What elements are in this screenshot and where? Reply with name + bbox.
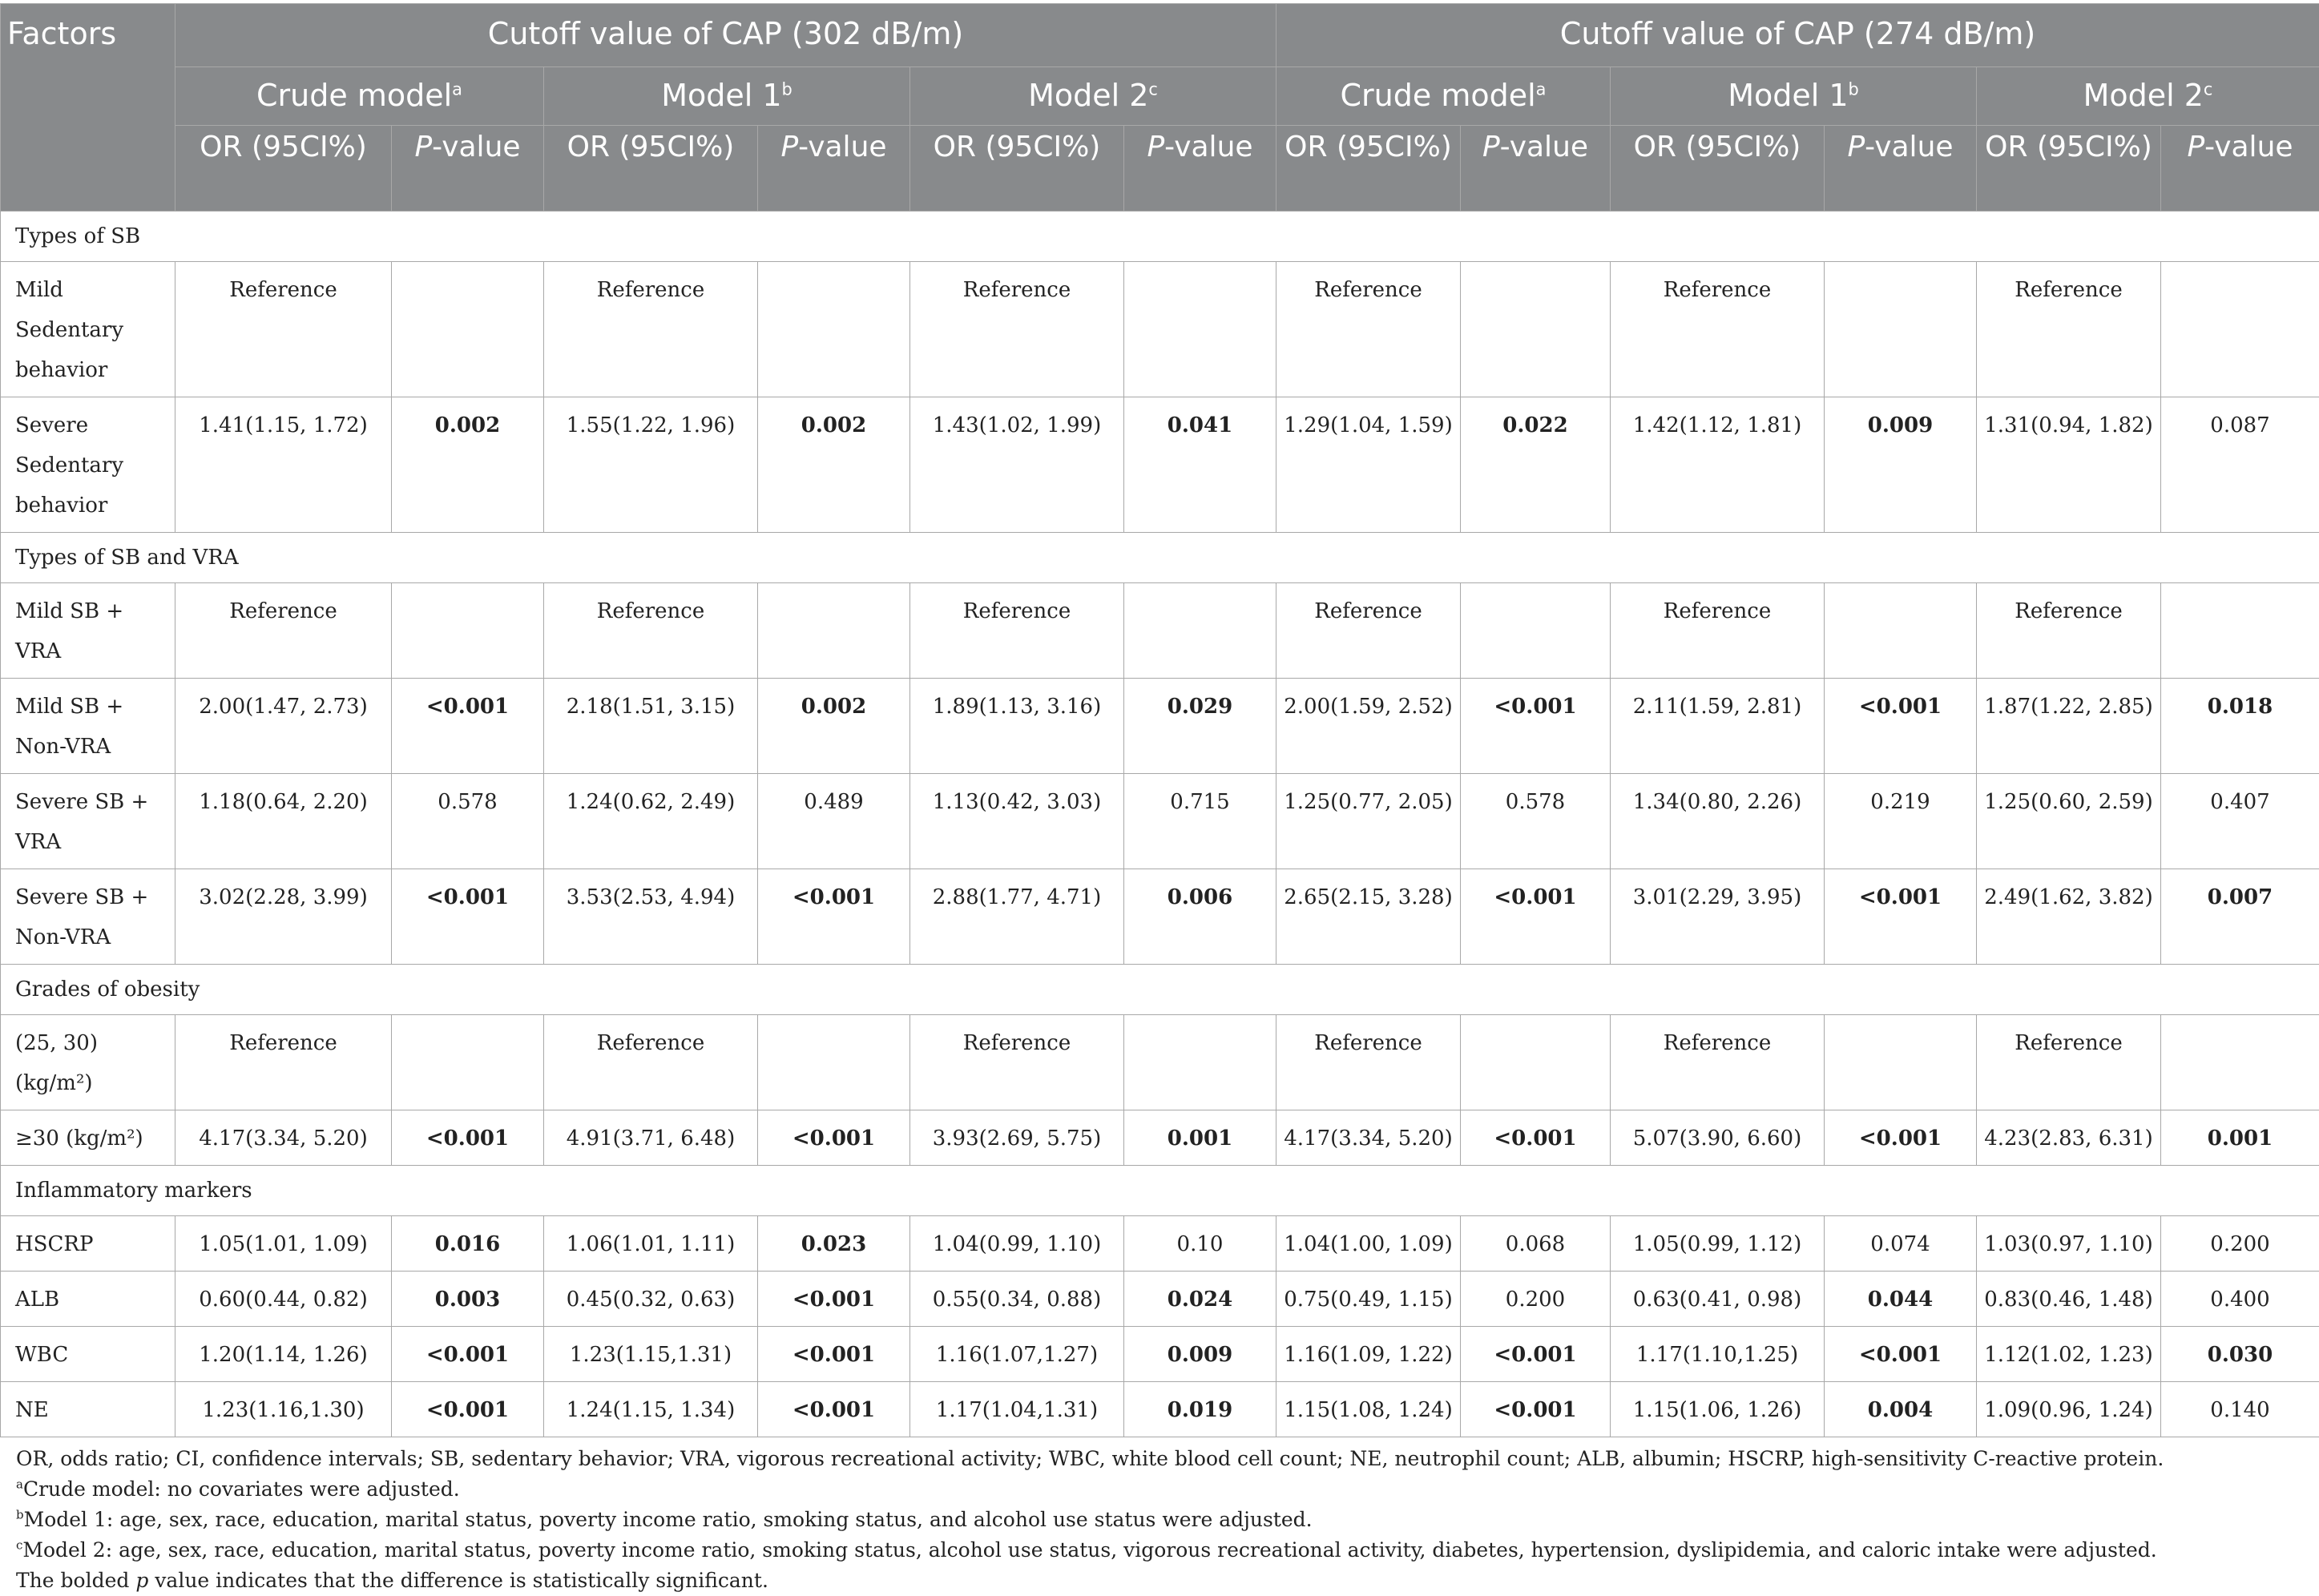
row-label: NE xyxy=(1,1382,175,1437)
p-letter: P xyxy=(1147,131,1164,163)
or-ci-cell: Reference xyxy=(544,1015,758,1110)
or-ci-cell: 3.02(2.28, 3.99) xyxy=(175,869,392,965)
p-value-cell: <0.001 xyxy=(1825,679,1977,774)
or-ci-cell: Reference xyxy=(175,262,392,397)
row-label: ALB xyxy=(1,1272,175,1327)
p-value-cell xyxy=(392,262,544,397)
or-ci-header: OR (95CI%) xyxy=(1977,126,2161,212)
or-ci-cell: 1.34(0.80, 2.26) xyxy=(1611,774,1825,869)
p-value-cell: 0.407 xyxy=(2161,774,2319,869)
p-value-cell: 0.023 xyxy=(758,1216,910,1272)
p-letter: P xyxy=(414,131,432,163)
or-ci-header: OR (95CI%) xyxy=(910,126,1124,212)
or-ci-cell: 0.55(0.34, 0.88) xyxy=(910,1272,1124,1327)
or-ci-cell: 1.09(0.96, 1.24) xyxy=(1977,1382,2161,1437)
p-value-cell: 0.007 xyxy=(2161,869,2319,965)
odds-ratio-table xyxy=(0,3,2319,1437)
p-letter: P xyxy=(1847,131,1865,163)
p-value-cell xyxy=(1124,1015,1276,1110)
p-suffix: -value xyxy=(1164,131,1252,163)
p-value-cell: 0.044 xyxy=(1825,1272,1977,1327)
section-title: Grades of obesity xyxy=(1,965,2319,1015)
footnote-mark: b xyxy=(16,1508,24,1522)
or-ci-cell: 1.24(0.62, 2.49) xyxy=(544,774,758,869)
or-ci-cell: Reference xyxy=(1276,1015,1461,1110)
model-footnote-mark: c xyxy=(2204,79,2213,99)
or-ci-cell: 4.17(3.34, 5.20) xyxy=(1276,1110,1461,1166)
model-footnote-mark: b xyxy=(782,79,792,99)
p-value-cell: <0.001 xyxy=(1461,1327,1611,1382)
p-letter: P xyxy=(2187,131,2204,163)
or-ci-cell: 1.41(1.15, 1.72) xyxy=(175,397,392,533)
or-ci-cell: 1.06(1.01, 1.11) xyxy=(544,1216,758,1272)
or-ci-cell: Reference xyxy=(1611,583,1825,679)
p-suffix: -value xyxy=(1500,131,1588,163)
or-ci-cell: 1.12(1.02, 1.23) xyxy=(1977,1327,2161,1382)
or-ci-cell: 1.55(1.22, 1.96) xyxy=(544,397,758,533)
or-ci-cell: 1.05(1.01, 1.09) xyxy=(175,1216,392,1272)
row-label: Severe SB + VRA xyxy=(1,774,175,869)
section-row xyxy=(1,965,2319,1015)
p-value-cell: <0.001 xyxy=(392,1327,544,1382)
p-value-cell xyxy=(1825,583,1977,679)
or-ci-cell: 2.65(2.15, 3.28) xyxy=(1276,869,1461,965)
or-ci-cell: 0.60(0.44, 0.82) xyxy=(175,1272,392,1327)
p-value-cell: 0.140 xyxy=(2161,1382,2319,1437)
p-value-cell: 0.024 xyxy=(1124,1272,1276,1327)
footnotes xyxy=(16,1474,2319,1566)
table-row xyxy=(1,1015,2319,1110)
or-ci-cell: 2.49(1.62, 3.82) xyxy=(1977,869,2161,965)
or-ci-cell: 0.75(0.49, 1.15) xyxy=(1276,1272,1461,1327)
model-name: Crude model xyxy=(256,78,452,113)
p-value-cell: 0.009 xyxy=(1124,1327,1276,1382)
or-ci-cell: 1.17(1.10,1.25) xyxy=(1611,1327,1825,1382)
or-ci-cell: 1.23(1.16,1.30) xyxy=(175,1382,392,1437)
p-value-cell: 0.200 xyxy=(2161,1216,2319,1272)
or-ci-cell: 3.01(2.29, 3.95) xyxy=(1611,869,1825,965)
model-header xyxy=(1276,67,1611,126)
bold-note xyxy=(16,1566,2319,1596)
model-header xyxy=(175,67,544,126)
p-value-cell: 0.489 xyxy=(758,774,910,869)
p-value-cell: 0.009 xyxy=(1825,397,1977,533)
p-value-cell: 0.002 xyxy=(392,397,544,533)
p-value-cell: 0.004 xyxy=(1825,1382,1977,1437)
section-row xyxy=(1,212,2319,262)
or-ci-cell: 1.05(0.99, 1.12) xyxy=(1611,1216,1825,1272)
or-ci-cell: 1.31(0.94, 1.82) xyxy=(1977,397,2161,533)
p-value-cell: 0.219 xyxy=(1825,774,1977,869)
or-ci-cell: 1.24(1.15, 1.34) xyxy=(544,1382,758,1437)
or-ci-cell: 2.88(1.77, 4.71) xyxy=(910,869,1124,965)
or-ci-header: OR (95CI%) xyxy=(175,126,392,212)
p-value-cell: <0.001 xyxy=(1825,1327,1977,1382)
p-value-cell xyxy=(2161,1015,2319,1110)
p-value-cell: 0.074 xyxy=(1825,1216,1977,1272)
p-suffix: -value xyxy=(798,131,886,163)
or-ci-cell: 3.93(2.69, 5.75) xyxy=(910,1110,1124,1166)
footnote-mark: a xyxy=(16,1477,23,1492)
p-value-cell: 0.200 xyxy=(1461,1272,1611,1327)
or-ci-cell: 3.53(2.53, 4.94) xyxy=(544,869,758,965)
p-value-cell: <0.001 xyxy=(1825,1110,1977,1166)
cutoff-302-header: Cutoff value of CAP (302 dB/m) xyxy=(175,4,1276,67)
footnote-text: Crude model: no covariates were adjusted. xyxy=(23,1477,460,1501)
or-ci-cell: 1.17(1.04,1.31) xyxy=(910,1382,1124,1437)
p-value-cell: 0.400 xyxy=(2161,1272,2319,1327)
or-ci-cell: 1.87(1.22, 2.85) xyxy=(1977,679,2161,774)
section-title: Inflammatory markers xyxy=(1,1166,2319,1216)
or-ci-header: OR (95CI%) xyxy=(1611,126,1825,212)
row-label: Severe SB + Non-VRA xyxy=(1,869,175,965)
p-value-cell: 0.002 xyxy=(758,397,910,533)
p-value-cell: <0.001 xyxy=(392,1110,544,1166)
footnote xyxy=(16,1535,2319,1566)
table-row xyxy=(1,1272,2319,1327)
or-ci-cell: Reference xyxy=(910,262,1124,397)
or-ci-cell: 1.25(0.60, 2.59) xyxy=(1977,774,2161,869)
cutoff-274-header: Cutoff value of CAP (274 dB/m) xyxy=(1276,4,2319,67)
p-value-cell: <0.001 xyxy=(392,679,544,774)
table-row xyxy=(1,262,2319,397)
or-ci-cell: 1.89(1.13, 3.16) xyxy=(910,679,1124,774)
p-value-cell xyxy=(392,1015,544,1110)
footnote-text: Model 1: age, sex, race, education, marital status, poverty income ratio, smoking status, and alcohol use status were adjusted. xyxy=(24,1508,1313,1531)
p-letter: P xyxy=(1482,131,1500,163)
table-row xyxy=(1,869,2319,965)
or-ci-cell: Reference xyxy=(1276,262,1461,397)
model-name: Model 1 xyxy=(1728,78,1848,113)
p-suffix: -value xyxy=(432,131,520,163)
p-value-header xyxy=(1461,126,1611,212)
table-body xyxy=(1,212,2319,1437)
table-row xyxy=(1,774,2319,869)
p-value-cell xyxy=(1461,262,1611,397)
p-value-cell: 0.041 xyxy=(1124,397,1276,533)
or-ci-cell: Reference xyxy=(1276,583,1461,679)
or-ci-cell: 1.16(1.07,1.27) xyxy=(910,1327,1124,1382)
or-ci-cell: Reference xyxy=(175,583,392,679)
or-ci-cell: 0.83(0.46, 1.48) xyxy=(1977,1272,2161,1327)
or-ci-cell: Reference xyxy=(910,583,1124,679)
or-ci-cell: Reference xyxy=(1977,1015,2161,1110)
model-name: Model 2 xyxy=(1028,78,1148,113)
or-ci-cell: 1.43(1.02, 1.99) xyxy=(910,397,1124,533)
model-name: Model 1 xyxy=(661,78,781,113)
or-ci-cell: 4.91(3.71, 6.48) xyxy=(544,1110,758,1166)
p-value-cell xyxy=(2161,583,2319,679)
p-value-header xyxy=(1825,126,1977,212)
p-value-cell xyxy=(758,583,910,679)
table-row xyxy=(1,397,2319,533)
p-value-cell xyxy=(2161,262,2319,397)
or-ci-cell: 1.23(1.15,1.31) xyxy=(544,1327,758,1382)
or-ci-header: OR (95CI%) xyxy=(1276,126,1461,212)
p-value-cell: <0.001 xyxy=(392,1382,544,1437)
p-value-cell xyxy=(1124,583,1276,679)
footnote-text: Model 2: age, sex, race, education, marital status, poverty income ratio, smoking status, alcohol use status, vigorous recreational activity, diabetes, hypertension, dyslipidemia, and caloric intake were adjusted. xyxy=(22,1538,2156,1562)
or-ci-cell: Reference xyxy=(1977,262,2161,397)
p-value-cell: 0.018 xyxy=(2161,679,2319,774)
p-value-cell: <0.001 xyxy=(1461,1382,1611,1437)
table-row xyxy=(1,1327,2319,1382)
p-value-cell xyxy=(1825,262,1977,397)
p-value-header xyxy=(758,126,910,212)
row-label: WBC xyxy=(1,1327,175,1382)
row-label: Mild Sedentary behavior xyxy=(1,262,175,397)
model-header xyxy=(910,67,1276,126)
or-ci-cell: 5.07(3.90, 6.60) xyxy=(1611,1110,1825,1166)
or-ci-cell: 1.16(1.09, 1.22) xyxy=(1276,1327,1461,1382)
footnote-mark: c xyxy=(16,1538,22,1553)
or-ci-cell: 1.04(1.00, 1.09) xyxy=(1276,1216,1461,1272)
section-row xyxy=(1,533,2319,583)
or-ci-cell: 4.17(3.34, 5.20) xyxy=(175,1110,392,1166)
or-ci-cell: Reference xyxy=(1977,583,2161,679)
p-value-cell: <0.001 xyxy=(758,1110,910,1166)
or-ci-cell: 1.42(1.12, 1.81) xyxy=(1611,397,1825,533)
or-ci-cell: 1.15(1.08, 1.24) xyxy=(1276,1382,1461,1437)
bold-note-p: p xyxy=(135,1569,148,1592)
p-value-cell: 0.001 xyxy=(2161,1110,2319,1166)
model-name: Model 2 xyxy=(2083,78,2204,113)
or-ci-cell: 1.20(1.14, 1.26) xyxy=(175,1327,392,1382)
or-ci-cell: Reference xyxy=(544,262,758,397)
or-ci-cell: 1.29(1.04, 1.59) xyxy=(1276,397,1461,533)
or-ci-cell: Reference xyxy=(1611,262,1825,397)
p-value-cell: 0.016 xyxy=(392,1216,544,1272)
p-value-cell: 0.003 xyxy=(392,1272,544,1327)
p-value-cell: <0.001 xyxy=(758,1382,910,1437)
or-ci-cell: 4.23(2.83, 6.31) xyxy=(1977,1110,2161,1166)
table-header xyxy=(1,4,2319,212)
p-value-cell: 0.001 xyxy=(1124,1110,1276,1166)
p-value-cell: <0.001 xyxy=(1825,869,1977,965)
p-value-cell xyxy=(758,262,910,397)
p-value-cell xyxy=(1461,1015,1611,1110)
table-row xyxy=(1,1216,2319,1272)
p-value-cell xyxy=(1461,583,1611,679)
p-value-cell: 0.068 xyxy=(1461,1216,1611,1272)
or-ci-cell: Reference xyxy=(544,583,758,679)
or-ci-cell: Reference xyxy=(910,1015,1124,1110)
model-name: Crude model xyxy=(1341,78,1536,113)
p-value-cell: 0.029 xyxy=(1124,679,1276,774)
footnote xyxy=(16,1505,2319,1535)
table-row xyxy=(1,583,2319,679)
results-table-figure xyxy=(0,3,2319,1596)
footnote xyxy=(16,1474,2319,1505)
section-row xyxy=(1,1166,2319,1216)
or-ci-cell: Reference xyxy=(175,1015,392,1110)
row-label: (25, 30) (kg/m²) xyxy=(1,1015,175,1110)
model-footnote-mark: b xyxy=(1849,79,1859,99)
p-value-cell: 0.087 xyxy=(2161,397,2319,533)
bold-note-post: value indicates that the difference is statistically significant. xyxy=(148,1569,768,1592)
or-ci-cell: 2.18(1.51, 3.15) xyxy=(544,679,758,774)
table-row xyxy=(1,679,2319,774)
p-value-header xyxy=(1124,126,1276,212)
model-header xyxy=(1611,67,1977,126)
p-suffix: -value xyxy=(1865,131,1953,163)
or-ci-cell: 2.00(1.47, 2.73) xyxy=(175,679,392,774)
or-ci-cell: 2.11(1.59, 2.81) xyxy=(1611,679,1825,774)
or-ci-cell: 1.03(0.97, 1.10) xyxy=(1977,1216,2161,1272)
p-value-cell: 0.10 xyxy=(1124,1216,1276,1272)
p-value-cell: 0.578 xyxy=(392,774,544,869)
row-label: HSCRP xyxy=(1,1216,175,1272)
p-value-cell xyxy=(392,583,544,679)
p-value-cell xyxy=(1825,1015,1977,1110)
metric-header-row xyxy=(1,126,2319,212)
or-ci-cell: 1.15(1.06, 1.26) xyxy=(1611,1382,1825,1437)
factors-header: Factors xyxy=(1,4,175,212)
p-value-cell: <0.001 xyxy=(1461,869,1611,965)
p-value-cell: <0.001 xyxy=(1461,1110,1611,1166)
or-ci-cell: Reference xyxy=(1611,1015,1825,1110)
model-footnote-mark: a xyxy=(452,79,462,99)
model-header xyxy=(544,67,910,126)
p-value-cell: <0.001 xyxy=(758,869,910,965)
row-label: Mild SB + Non-VRA xyxy=(1,679,175,774)
p-value-cell: <0.001 xyxy=(392,869,544,965)
or-ci-cell: 1.13(0.42, 3.03) xyxy=(910,774,1124,869)
p-suffix: -value xyxy=(2204,131,2293,163)
p-letter: P xyxy=(780,131,798,163)
p-value-cell: 0.006 xyxy=(1124,869,1276,965)
p-value-cell xyxy=(758,1015,910,1110)
p-value-cell xyxy=(1124,262,1276,397)
model-footnote-mark: c xyxy=(1148,79,1158,99)
p-value-header xyxy=(392,126,544,212)
table-notes xyxy=(0,1437,2319,1596)
p-value-cell: 0.578 xyxy=(1461,774,1611,869)
p-value-cell: <0.001 xyxy=(758,1272,910,1327)
p-value-cell: 0.030 xyxy=(2161,1327,2319,1382)
or-ci-cell: 0.63(0.41, 0.98) xyxy=(1611,1272,1825,1327)
row-label: Mild SB + VRA xyxy=(1,583,175,679)
bold-note-pre: The bolded xyxy=(16,1569,135,1592)
p-value-cell: 0.019 xyxy=(1124,1382,1276,1437)
table-row xyxy=(1,1382,2319,1437)
table-row xyxy=(1,1110,2319,1166)
p-value-cell: 0.022 xyxy=(1461,397,1611,533)
model-header xyxy=(1977,67,2319,126)
or-ci-cell: 2.00(1.59, 2.52) xyxy=(1276,679,1461,774)
p-value-header xyxy=(2161,126,2319,212)
or-ci-cell: 1.25(0.77, 2.05) xyxy=(1276,774,1461,869)
row-label: Severe Sedentary behavior xyxy=(1,397,175,533)
or-ci-cell: 1.04(0.99, 1.10) xyxy=(910,1216,1124,1272)
model-header-row xyxy=(1,67,2319,126)
section-title: Types of SB xyxy=(1,212,2319,262)
or-ci-header: OR (95CI%) xyxy=(544,126,758,212)
section-title: Types of SB and VRA xyxy=(1,533,2319,583)
abbreviations-note: OR, odds ratio; CI, confidence intervals; SB, sedentary behavior; VRA, vigorous recreational activity; WBC, white blood cell count; NE, neutrophil count; ALB, albumin; HSCRP, high-sensitivity C-reactive protein. xyxy=(16,1444,2319,1474)
row-label: ≥30 (kg/m²) xyxy=(1,1110,175,1166)
p-value-cell: 0.002 xyxy=(758,679,910,774)
model-footnote-mark: a xyxy=(1536,79,1547,99)
p-value-cell: 0.715 xyxy=(1124,774,1276,869)
p-value-cell: <0.001 xyxy=(1461,679,1611,774)
or-ci-cell: 0.45(0.32, 0.63) xyxy=(544,1272,758,1327)
p-value-cell: <0.001 xyxy=(758,1327,910,1382)
or-ci-cell: 1.18(0.64, 2.20) xyxy=(175,774,392,869)
